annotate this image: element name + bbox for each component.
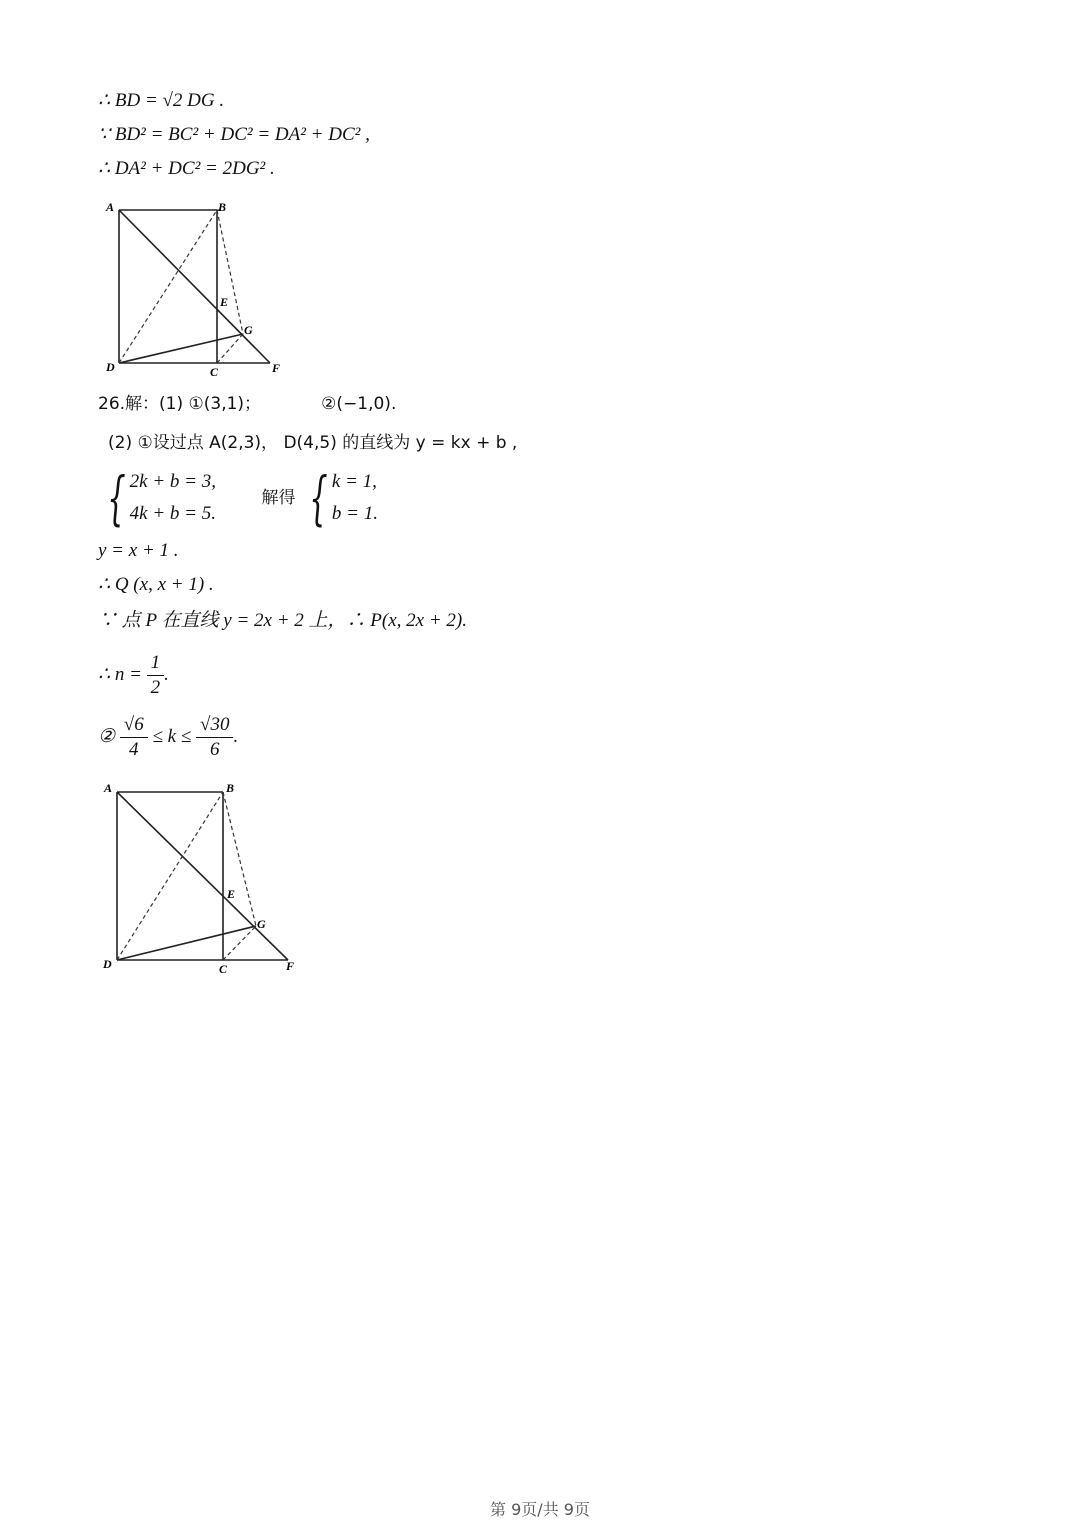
- equation-system: { 2k + b = 3, 4k + b = 5. 解得 { k = 1, b = 1.: [107, 464, 378, 532]
- label-f: F: [272, 361, 281, 375]
- label-g: G: [244, 323, 253, 337]
- q26-part2: (2) ①设过点 A(2,3)， D(4,5) 的直线为 y = kx + b ,: [108, 433, 518, 453]
- label-c: C: [210, 365, 219, 379]
- geometry-figure-1: [100, 196, 300, 380]
- line-bd-eq: ∴ BD = √2 DG .: [98, 90, 225, 111]
- line-n: ∴ n = $\frac{1}{2}$ .: [98, 652, 169, 699]
- geometry-figure-2: [98, 778, 308, 978]
- line-p: ∵ 点 P 在直线 y = 2x + 2 上，∴ P(x, 2x + 2).: [98, 610, 467, 631]
- label-d: D: [103, 957, 112, 971]
- line-da-dc: ∴ DA² + DC² = 2DG² .: [98, 158, 275, 179]
- label-a: A: [104, 781, 113, 795]
- label-g: G: [257, 917, 266, 931]
- label-c: C: [219, 962, 228, 976]
- line-k-range: ② $\frac{√6}{4}$ ≤ k ≤ $\frac{√30}{6}$ .: [98, 714, 239, 761]
- page-footer: 第 9页/共 9页: [490, 1500, 590, 1519]
- line-q: ∴ Q (x, x + 1) .: [98, 574, 214, 595]
- label-e: E: [220, 295, 229, 309]
- label-b: B: [226, 781, 235, 795]
- label-b: B: [218, 200, 227, 214]
- label-a: A: [106, 200, 115, 214]
- label-f: F: [286, 959, 295, 973]
- label-d: D: [106, 360, 115, 374]
- line-y-eq: y = x + 1 .: [98, 540, 179, 561]
- q26-part1: 26.解：(1) ①(3,1)； ②(−1,0).: [98, 394, 397, 414]
- line-bd-squared: ∵ BD² = BC² + DC² = DA² + DC² ,: [98, 124, 370, 145]
- label-e: E: [227, 887, 236, 901]
